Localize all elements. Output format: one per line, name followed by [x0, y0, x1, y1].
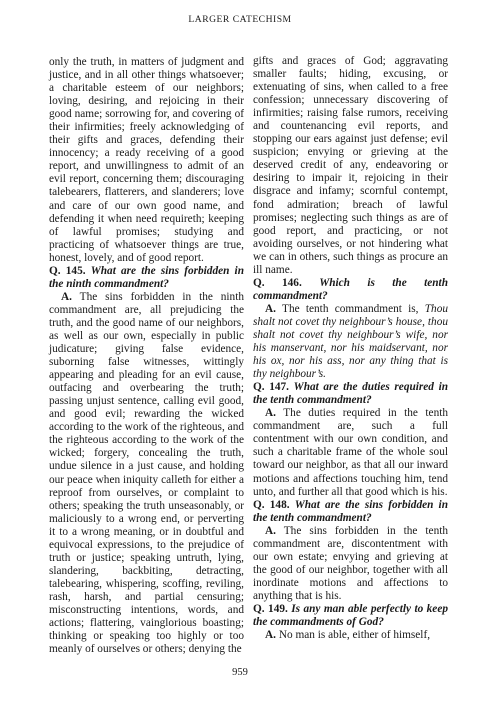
- answer-label: A.: [265, 302, 276, 315]
- question-text: Which is the tenth commandment?: [253, 276, 448, 302]
- question-number: Q. 149.: [253, 602, 288, 615]
- answer-text: The sins forbidden in the ninth commandment are, all prejudicing the truth, and the good name of our neighbors, as well as our own, especially in public judicature; giving false evidence, suborning false witnesses, wittingly appearing and pleading for an evil cause, outfacing and overbearing the truth; passing unjust sentence, calling evil good, and good evil; rewarding the wicked according to the work of the righteous, and the righteous according to the work of the wicked; forgery, concealing the truth, undue silence in a just cause, and holding our peace when iniquity calleth for either a reproof from ourselves, or complaint to others; speaking the truth unseasonably, or maliciously to a wrong end, or perverting it to a wrong meaning, or in doubtful and equivocal expressions, to the prejudice of truth or justice; speaking untruth, lying, slandering, backbiting, detracting, talebearing, whispering, scoffing, reviling, rash, harsh, and partial censuring; misconstructing intentions, words, and actions; flattering, vainglorious boasting; thinking or speaking too highly or too meanly of ourselves or others; denying the: [49, 290, 244, 656]
- scripture-quote: Thou shalt not covet thy neighbour’s house, thou shalt not covet thy neighbour’s wife, nor his manservant, nor his maidservant, nor his ox, nor his ass, nor any thing that is thy neighbour’s.: [253, 302, 448, 381]
- right-column: [253, 55, 448, 642]
- question-text: What are the sins forbidden in the ninth commandment?: [49, 264, 244, 290]
- question-number: Q. 145.: [49, 264, 86, 277]
- answer-label: A.: [265, 524, 276, 537]
- question-number: Q. 147.: [253, 381, 290, 394]
- page-number: 959: [232, 667, 248, 678]
- question-number: Q. 148.: [253, 498, 290, 511]
- answer-label: A.: [61, 290, 72, 303]
- question-text: What are the duties required in the tenth commandment?: [253, 381, 448, 407]
- answer-text: The tenth commandment is,: [282, 302, 419, 315]
- question-148: [253, 499, 448, 525]
- answer-146: [253, 303, 448, 381]
- answer-149: [253, 629, 448, 642]
- question-146: [253, 277, 448, 303]
- answer-text: The sins forbidden in the tenth commandment are, discontentment with our own estate; envying and grieving at the good of our neighbor, together with all inordinate motions and affections to anything that is his.: [253, 524, 448, 602]
- continuation-paragraph: only the truth, in matters of judgment and justice, and in all other things whatsoever; a charitable esteem of our neighbors; loving, desiring, and rejoicing in their good name; sorrowing for, and covering of their infirmities; freely acknowledging of their gifts and graces, defending their innocency; a ready receiving of a good report, and unwillingness to admit of an evil report, concerning them; discouraging talebearers, flatterers, and slanderers; love and care of our own good name, and defending it when need requireth; keeping of lawful promises; studying and practicing of whatsoever things are true, honest, lovely, and of good report.: [49, 56, 244, 264]
- answer-label: A.: [265, 407, 276, 420]
- answer-text: The duties required in the tenth commandment are, such a full contentment with our own condition, and such a charitable frame of the whole soul toward our neighbor, as that all our inward motions and affections touching him, tend unto, and further all that good which is his.: [253, 407, 449, 498]
- question-text: What are the sins forbidden in the tenth commandment?: [253, 498, 448, 524]
- left-column: [49, 56, 244, 656]
- answer-148: [253, 525, 448, 603]
- question-145: [49, 265, 244, 291]
- question-149: [253, 603, 448, 629]
- answer-147: [253, 407, 448, 498]
- question-number: Q. 146.: [253, 276, 302, 289]
- question-147: [253, 381, 448, 407]
- answer-145: [49, 291, 244, 656]
- running-header: LARGER CATECHISM: [188, 14, 292, 25]
- continuation-paragraph: gifts and graces of God; aggravating smaller faults; hiding, excusing, or extenuating of sins, when called to a free confession; unnecessary discovering of infirmities; raising false rumors, receiving and countenancing evil reports, and stopping our ears against just defense; evil suspicion; envying or grieving at the deserved credit of any, endeavoring or desiring to impair it, rejoicing in their disgrace and infamy; scornful contempt, fond admiration; breach of lawful promises; neglecting such things as are of good report, and practicing, or not avoiding ourselves, or not hindering what we can in others, such things as procure an ill name.: [253, 55, 448, 276]
- question-text: Is any man able perfectly to keep the commandments of God?: [253, 602, 448, 629]
- answer-text: No man is able, either of himself,: [278, 629, 431, 642]
- answer-label: A.: [265, 629, 276, 642]
